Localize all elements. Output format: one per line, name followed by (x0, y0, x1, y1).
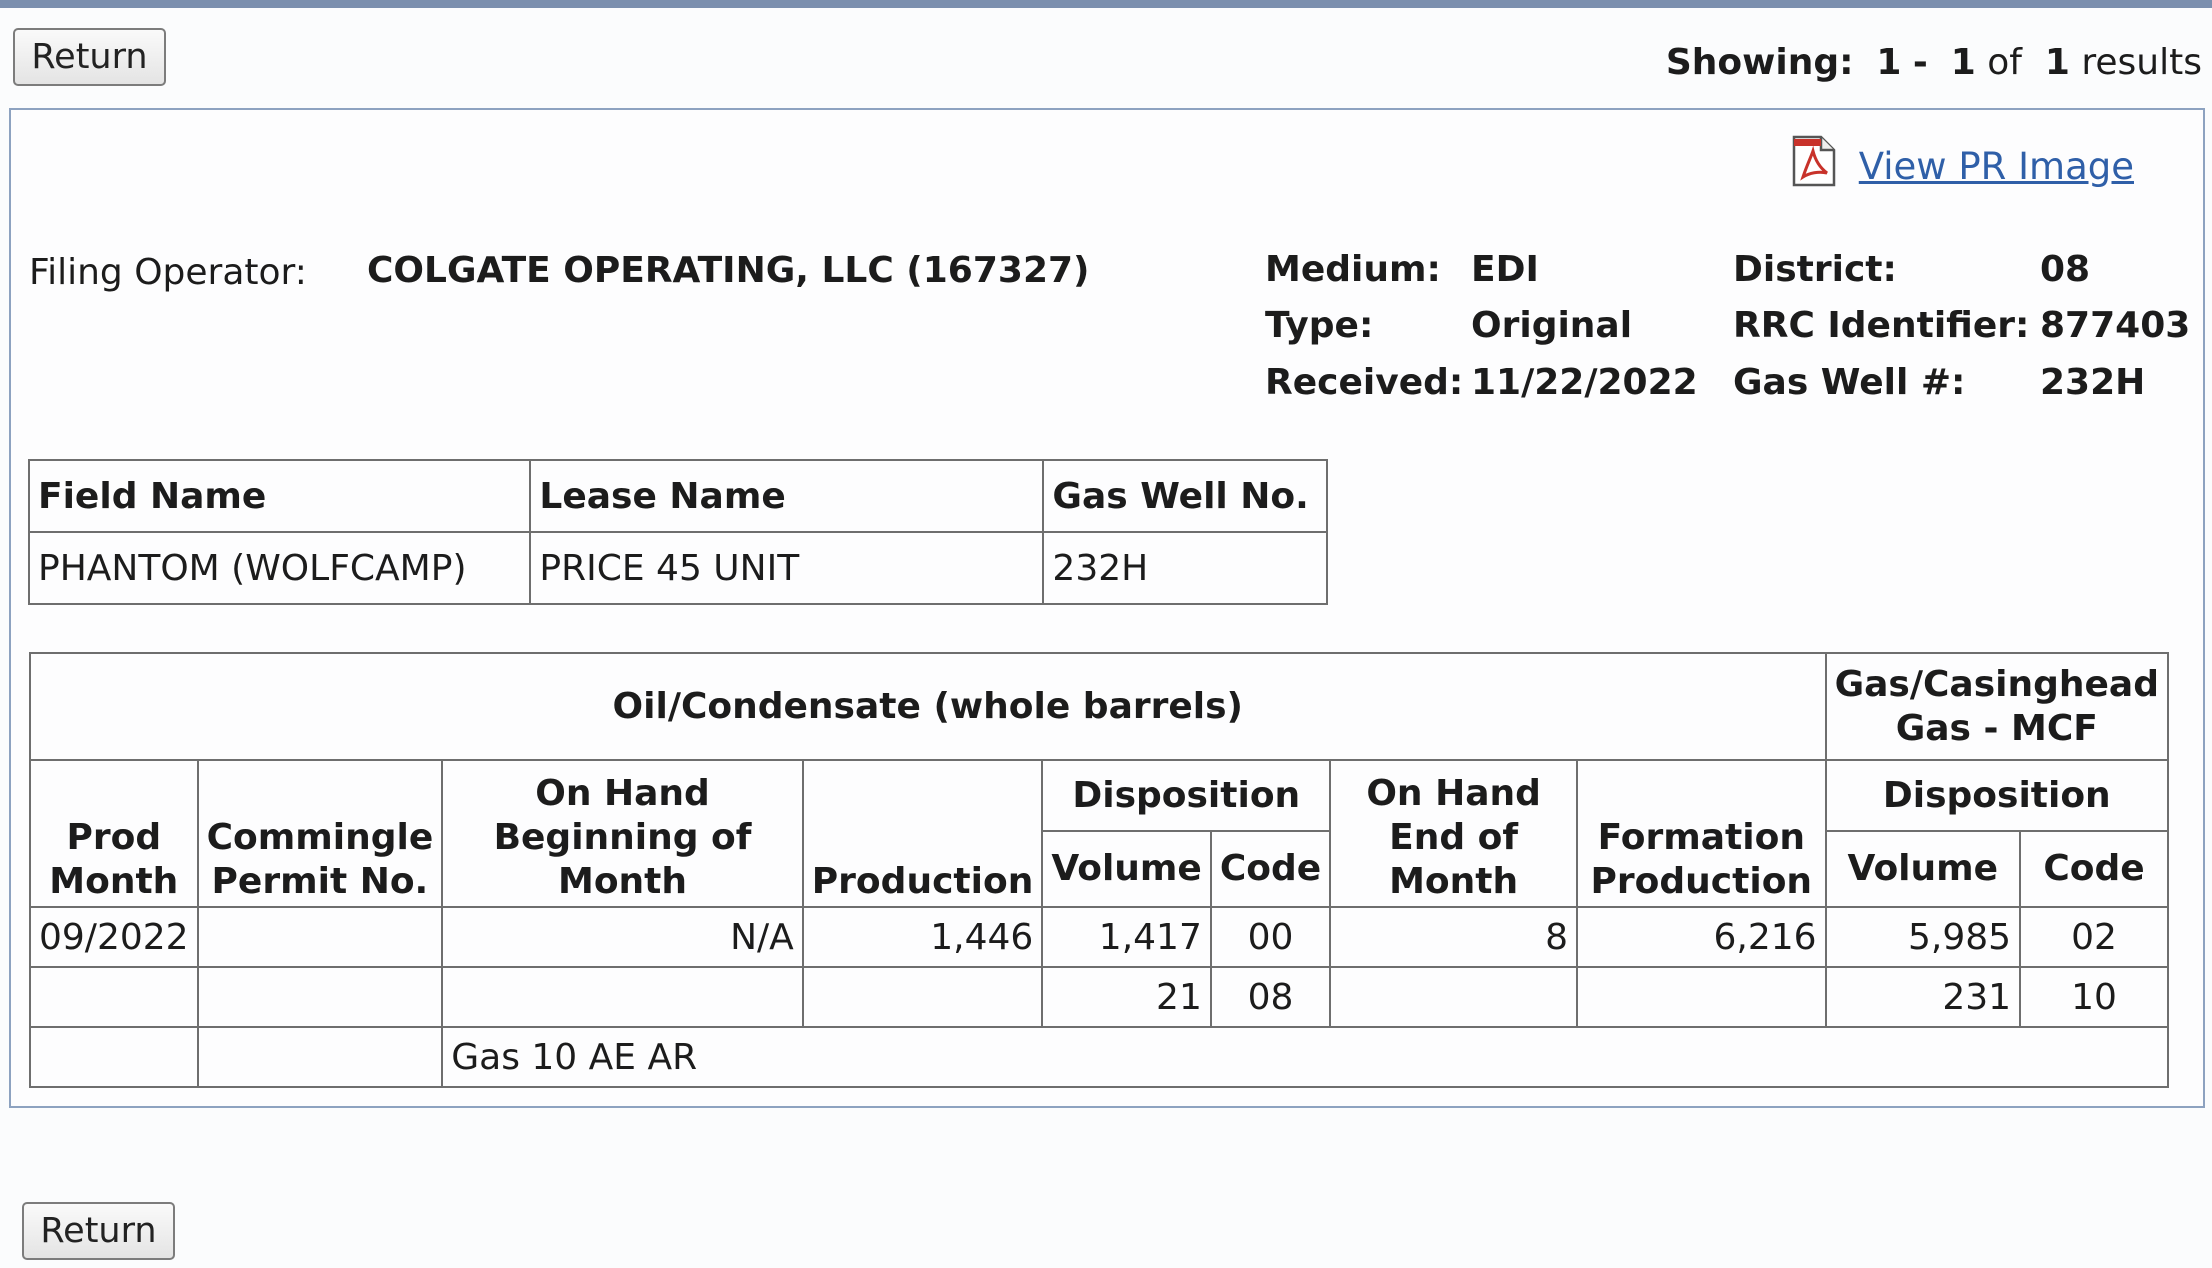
range-to: 1 (1950, 42, 1976, 83)
received-label: Received: (1265, 362, 1464, 403)
prod-month-cell: 09/2022 (30, 907, 198, 967)
filing-operator-value: COLGATE OPERATING, LLC (167327) (367, 250, 1090, 291)
gas-volume-cell: 231 (1826, 967, 2021, 1027)
table-row (30, 967, 2168, 1027)
on-hand-beginning-cell (442, 967, 803, 1027)
group-header-row (30, 653, 2168, 760)
gas-volume-header: Volume (1826, 831, 2021, 907)
view-pr-image-link[interactable] (1791, 135, 2134, 187)
remark-blank-cell (198, 1027, 443, 1087)
field-lease-table (28, 459, 1328, 605)
production-cell: 1,446 (803, 907, 1043, 967)
oil-code-cell: 00 (1211, 907, 1330, 967)
gas-disposition-header: Disposition (1826, 760, 2168, 831)
showing-label: Showing: (1665, 42, 1854, 83)
commingle-permit-header: Commingle Permit No. (198, 760, 443, 907)
of-label: of (1987, 42, 2022, 83)
range-from: 1 (1876, 42, 1902, 83)
gas-code-cell: 10 (2020, 967, 2168, 1027)
formation-production-cell (1577, 967, 1826, 1027)
gas-code-header: Code (2020, 831, 2168, 907)
medium-value: EDI (1471, 249, 1539, 290)
remark-blank-cell (30, 1027, 198, 1087)
range-dash: - (1912, 42, 1928, 83)
lease-name-cell: PRICE 45 UNIT (530, 532, 1043, 604)
type-label: Type: (1265, 305, 1374, 346)
gas-code-cell: 02 (2020, 907, 2168, 967)
on-hand-beginning-cell: N/A (442, 907, 803, 967)
oil-volume-cell: 21 (1042, 967, 1211, 1027)
rrc-identifier-label: RRC Identifier: (1733, 305, 2030, 346)
oil-condensate-group-header: Oil/Condensate (whole barrels) (30, 653, 1826, 760)
formation-production-header: Formation Production (1577, 760, 1826, 907)
field-table-header-row (29, 460, 1327, 532)
on-hand-end-header: On Hand End of Month (1330, 760, 1577, 907)
results-count (1666, 42, 2202, 83)
on-hand-end-cell (1330, 967, 1577, 1027)
total-count: 1 (2044, 42, 2070, 83)
oil-code-header: Code (1211, 831, 1330, 907)
district-value: 08 (2040, 249, 2091, 290)
commingle-cell (198, 907, 443, 967)
filing-operator-label: Filing Operator: (29, 252, 307, 293)
oil-disposition-header: Disposition (1042, 760, 1330, 831)
return-button-bottom[interactable]: Return (22, 1202, 175, 1260)
oil-volume-header: Volume (1042, 831, 1211, 907)
on-hand-end-cell: 8 (1330, 907, 1577, 967)
received-value: 11/22/2022 (1471, 362, 1698, 403)
gas-well-label: Gas Well #: (1733, 362, 1966, 403)
gas-well-no-header: Gas Well No. (1043, 460, 1327, 532)
table-row (30, 907, 2168, 967)
field-name-header: Field Name (29, 460, 530, 532)
pdf-file-icon[interactable] (1791, 135, 1837, 187)
column-header-row-1 (30, 760, 2168, 831)
prod-month-header: Prod Month (30, 760, 198, 907)
formation-production-cell: 6,216 (1577, 907, 1826, 967)
return-button-top[interactable]: Return (13, 28, 166, 86)
commingle-cell (198, 967, 443, 1027)
remark-row (30, 1027, 2168, 1087)
prod-month-cell (30, 967, 198, 1027)
district-label: District: (1733, 249, 1897, 290)
production-cell (803, 967, 1043, 1027)
oil-code-cell: 08 (1211, 967, 1330, 1027)
field-name-cell: PHANTOM (WOLFCAMP) (29, 532, 530, 604)
remark-cell: Gas 10 AE AR (442, 1027, 2168, 1087)
oil-volume-cell: 1,417 (1042, 907, 1211, 967)
gas-volume-cell: 5,985 (1826, 907, 2021, 967)
lease-name-header: Lease Name (530, 460, 1043, 532)
gas-group-header: Gas/Casinghead Gas - MCF (1826, 653, 2168, 760)
top-bar (0, 0, 2212, 8)
production-header: Production (803, 760, 1043, 907)
results-label: results (2081, 42, 2202, 83)
on-hand-beginning-header: On Hand Beginning of Month (442, 760, 803, 907)
view-pr-image-label[interactable]: View PR Image (1858, 145, 2134, 188)
medium-label: Medium: (1265, 249, 1441, 290)
type-value: Original (1471, 305, 1633, 346)
rrc-identifier-value: 877403 (2040, 305, 2191, 346)
gas-well-no-cell: 232H (1043, 532, 1327, 604)
gas-well-value: 232H (2040, 362, 2146, 403)
field-table-row (29, 532, 1327, 604)
production-table (29, 652, 2169, 1088)
